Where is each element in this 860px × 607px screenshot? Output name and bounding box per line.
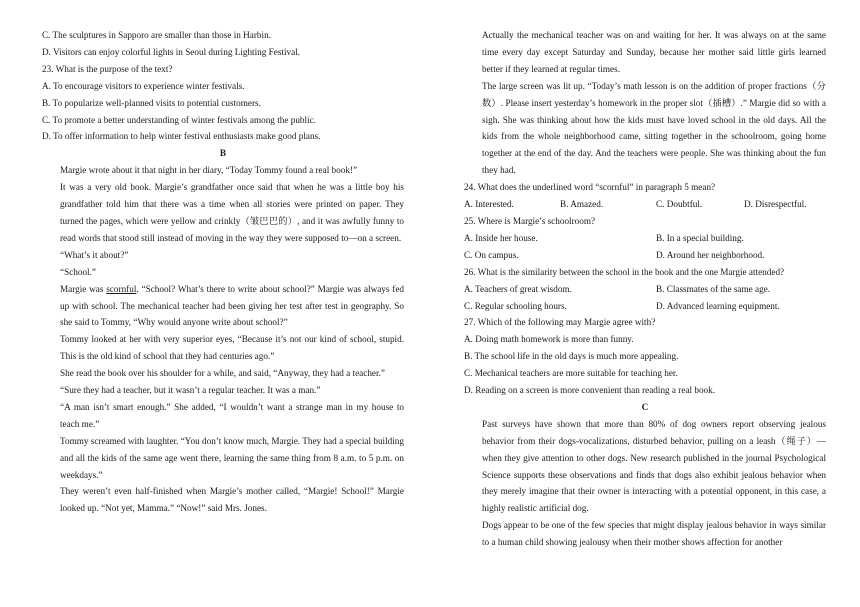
paragraph-3: “What’s it about?” bbox=[60, 249, 129, 260]
section-b-heading: B bbox=[219, 148, 227, 159]
paragraph-2: It was a very old book. Margie’s grandfather once said that when he was a little boy his grandfather told him that there was a time when all stories were printed on paper. They turned the pages, which were yellow and crinkly（皱巴巴的）, and it was awfully funny to read words that stood still instead of moving in the way they were supposed to—on a screen. bbox=[60, 182, 404, 243]
paragraph-1: Margie wrote about it that night in her diary, “Today Tommy found a real book!” bbox=[60, 165, 358, 176]
q24-option-c: C. Doubtful. bbox=[656, 199, 703, 210]
q27-option-d: D. Reading on a screen is more convenient than reading a real book. bbox=[464, 385, 716, 396]
paragraph-11: They weren’t even half-finished when Margie’s mother called, “Margie! School!” Margie looked up. “Not yet, Mamma.” “Now!” said Mrs. Jones. bbox=[60, 486, 404, 514]
q25-option-b: B. In a special building. bbox=[656, 232, 744, 243]
q26-question: 26. What is the similarity between the school in the book and the one Margie attended? bbox=[464, 266, 785, 277]
q24-question: 24. What does the underlined word “scornful” in paragraph 5 mean? bbox=[464, 182, 716, 193]
q27-option-a: A. Doing math homework is more than funny. bbox=[464, 334, 634, 345]
q25-option-c: C. On campus. bbox=[464, 249, 519, 260]
paragraph-10: Tommy screamed with laughter. “You don’t know much, Margie. They had a special building and all the kids of the same age went there, learning the same thing from 8 a.m. to 5 p.m. on weekdays.” bbox=[60, 435, 404, 480]
q27-option-c: C. Mechanical teachers are more suitable for teaching her. bbox=[464, 368, 678, 379]
q23-option-b: B. To popularize well-planned visits to potential customers. bbox=[42, 97, 261, 108]
q24-options bbox=[464, 196, 826, 213]
paragraph-6: Tommy looked at her with very superior eyes, “Because it’s not our kind of school, stupid. This is the old kind of school that they had centuries ago.” bbox=[60, 334, 404, 362]
q23-option-a: A. To encourage visitors to experience winter festivals. bbox=[42, 80, 245, 91]
q22-option-c: C. The sculptures in Sapporo are smaller than those in Harbin. bbox=[42, 30, 271, 40]
q26-option-c: C. Regular schooling hours. bbox=[464, 300, 567, 311]
paragraph-12: Actually the mechanical teacher was on and waiting for her. It was always on at the same time every day except Saturday and Sunday, because her mother said little girls learned better if they learned at regular times. bbox=[482, 30, 826, 74]
q24-option-d: D. Disrespectful. bbox=[744, 199, 807, 210]
q25-options-row1 bbox=[464, 230, 826, 247]
q26-options-row1 bbox=[464, 281, 826, 298]
q27-question: 27. Which of the following may Margie agree with? bbox=[464, 317, 656, 328]
q24-option-b: B. Amazed. bbox=[560, 199, 604, 210]
paragraph-14: Past surveys have shown that more than 80% of dog owners report observing jealous behavior from their dogs-vocalizations, disturbed behavior, pulling on a leash（绳子）—when they give attention to other dogs. New research published in the journal Psychological Science supports these observations and finds that dogs also exhibit jealous behavior when they merely imagine that their owner is interacting with a potential opponent, in this case, a highly realistic artificial dog. bbox=[482, 418, 826, 514]
q24-option-a: A. Interested. bbox=[464, 199, 514, 210]
q27-option-b: B. The school life in the old days is much more appealing. bbox=[464, 351, 679, 362]
q26-option-d: D. Advanced learning equipment. bbox=[656, 300, 780, 311]
q26-options-row2 bbox=[464, 298, 826, 315]
q26-option-a: A. Teachers of great wisdom. bbox=[464, 283, 572, 294]
q25-question: 25. Where is Margie’s schoolroom? bbox=[464, 215, 596, 226]
section-c-heading: C bbox=[641, 401, 649, 412]
q23-option-c: C. To promote a better understanding of winter festivals among the public. bbox=[42, 114, 316, 125]
underlined-word-scornful: scornful bbox=[106, 283, 137, 294]
paragraph-5 bbox=[42, 281, 404, 332]
q25-option-a: A. Inside her house. bbox=[464, 232, 538, 243]
paragraph-15: Dogs appear to be one of the few species that might display jealous behavior in ways similar to a human child showing jealousy when their mother shows affection for another bbox=[482, 520, 826, 548]
q22-option-d: D. Visitors can enjoy colorful lights in Seoul during Lighting Festival. bbox=[42, 46, 301, 57]
q23-option-d: D. To offer information to help winter festival enthusiasts make good plans. bbox=[42, 131, 321, 142]
paragraph-4: “School.” bbox=[60, 266, 96, 277]
paragraph-9: “A man isn’t smart enough.” She added, “I wouldn’t want a strange man in my house to teach me.” bbox=[60, 401, 404, 429]
paragraph-7: She read the book over his shoulder for a while, and said, “Anyway, they had a teacher.” bbox=[60, 368, 385, 379]
paragraph-8: “Sure they had a teacher, but it wasn’t a regular teacher. It was a man.” bbox=[60, 385, 321, 396]
left-column bbox=[42, 27, 404, 517]
right-column bbox=[464, 27, 826, 551]
paragraph-5-start: Margie was bbox=[60, 283, 107, 294]
q26-option-b: B. Classmates of the same age. bbox=[656, 283, 771, 294]
paragraph-5-rest: . “School? What’s there to write about school?” Margie was always fed up with school. The mechanical teacher had been giving her test after test in geography. So she said to Tommy, “Why would anyone write about school?” bbox=[60, 283, 404, 328]
q23-question: 23. What is the purpose of the text? bbox=[42, 63, 173, 74]
paragraph-13: The large screen was lit up. “Today’s math lesson is on the addition of proper fractions（分数）. Please insert yesterday’s homework in the proper slot（插槽）.” Margie did so with a sigh. She was thinking about how the kids must have loved school in the old days. All the kids from the whole neighborhood came, sitting together in the schoolroom, going home together at the end of the day. And the teachers were people. She was thinking about the fun they had. bbox=[482, 80, 826, 176]
q25-options-row2 bbox=[464, 247, 826, 264]
q25-option-d: D. Around her neighborhood. bbox=[656, 249, 765, 260]
